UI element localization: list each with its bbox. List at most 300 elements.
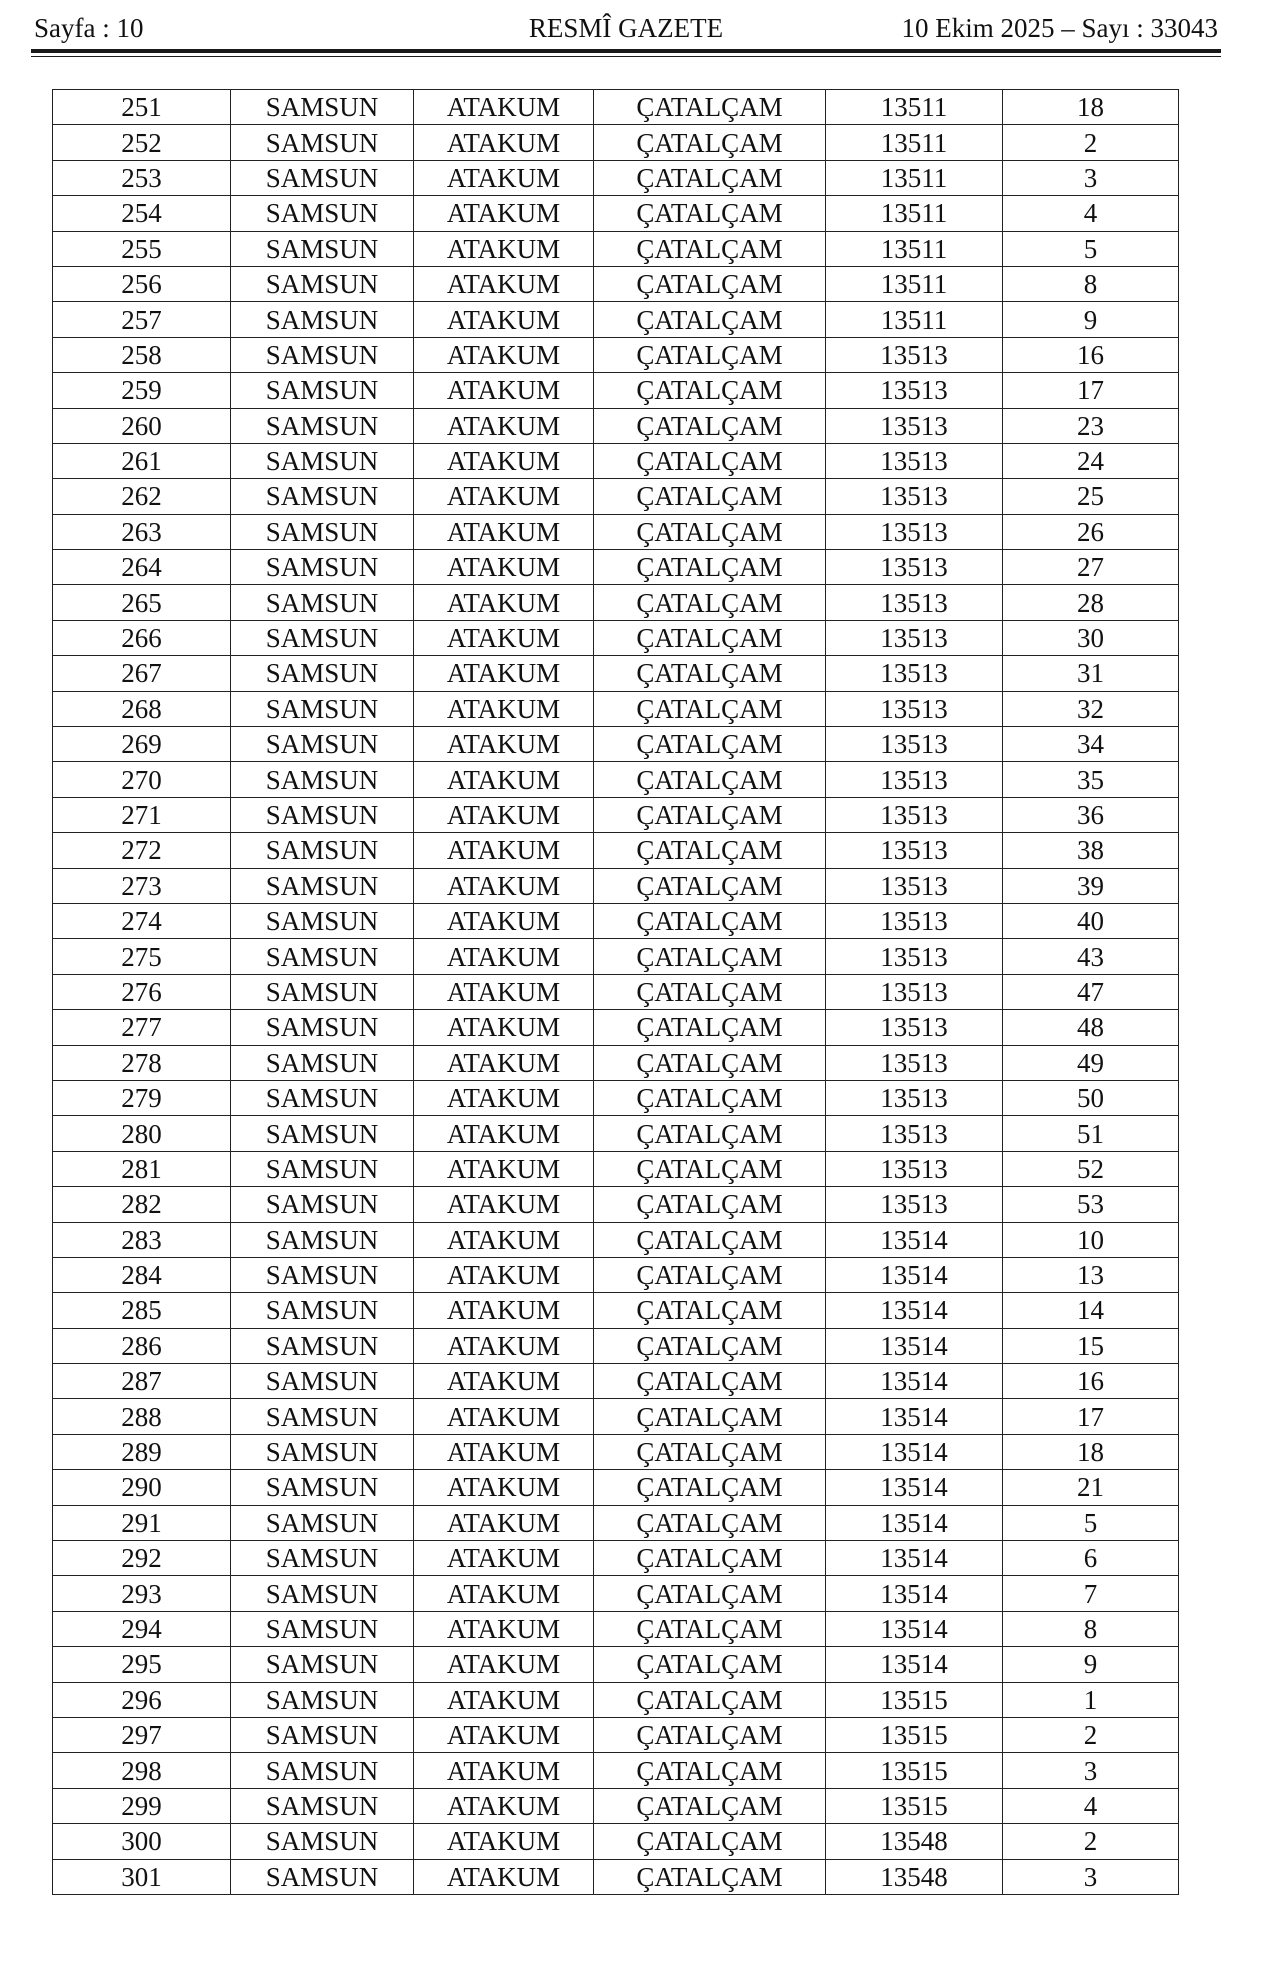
parcel-cell: 23 [1003, 408, 1179, 443]
district-cell: ATAKUM [414, 1080, 594, 1115]
block-cell: 13513 [826, 550, 1003, 585]
parcel-cell: 16 [1003, 337, 1179, 372]
parcel-cell: 8 [1003, 1611, 1179, 1646]
row-number-cell: 292 [53, 1541, 231, 1576]
district-cell: ATAKUM [414, 1682, 594, 1717]
row-number-cell: 301 [53, 1859, 231, 1894]
neighborhood-cell: ÇATALÇAM [594, 443, 826, 478]
province-cell: SAMSUN [231, 833, 414, 868]
district-cell: ATAKUM [414, 266, 594, 301]
neighborhood-cell: ÇATALÇAM [594, 1010, 826, 1045]
neighborhood-cell: ÇATALÇAM [594, 1257, 826, 1292]
neighborhood-cell: ÇATALÇAM [594, 585, 826, 620]
block-cell: 13515 [826, 1753, 1003, 1788]
district-cell: ATAKUM [414, 1788, 594, 1823]
province-cell: SAMSUN [231, 1788, 414, 1823]
row-number-cell: 276 [53, 974, 231, 1009]
province-cell: SAMSUN [231, 1434, 414, 1469]
page-header [34, 10, 1218, 46]
parcel-table-body [53, 90, 1179, 1895]
block-cell: 13513 [826, 833, 1003, 868]
parcel-cell: 3 [1003, 160, 1179, 195]
row-number-cell: 286 [53, 1328, 231, 1363]
parcel-cell: 18 [1003, 1434, 1179, 1469]
table-row [53, 1116, 1179, 1151]
header-rule-thin [31, 56, 1221, 57]
province-cell: SAMSUN [231, 1505, 414, 1540]
parcel-cell: 3 [1003, 1753, 1179, 1788]
parcel-cell: 2 [1003, 1824, 1179, 1859]
row-number-cell: 268 [53, 691, 231, 726]
block-cell: 13513 [826, 1045, 1003, 1080]
block-cell: 13513 [826, 620, 1003, 655]
table-row [53, 1576, 1179, 1611]
province-cell: SAMSUN [231, 762, 414, 797]
block-cell: 13515 [826, 1788, 1003, 1823]
parcel-cell: 1 [1003, 1682, 1179, 1717]
parcel-cell: 21 [1003, 1470, 1179, 1505]
district-cell: ATAKUM [414, 974, 594, 1009]
parcel-cell: 4 [1003, 196, 1179, 231]
parcel-cell: 49 [1003, 1045, 1179, 1080]
district-cell: ATAKUM [414, 1576, 594, 1611]
block-cell: 13513 [826, 373, 1003, 408]
row-number-cell: 272 [53, 833, 231, 868]
neighborhood-cell: ÇATALÇAM [594, 550, 826, 585]
province-cell: SAMSUN [231, 1080, 414, 1115]
table-row [53, 231, 1179, 266]
parcel-cell: 24 [1003, 443, 1179, 478]
province-cell: SAMSUN [231, 1364, 414, 1399]
row-number-cell: 287 [53, 1364, 231, 1399]
district-cell: ATAKUM [414, 1010, 594, 1045]
table-row [53, 1505, 1179, 1540]
row-number-cell: 275 [53, 939, 231, 974]
neighborhood-cell: ÇATALÇAM [594, 1470, 826, 1505]
row-number-cell: 288 [53, 1399, 231, 1434]
province-cell: SAMSUN [231, 1116, 414, 1151]
table-row [53, 1717, 1179, 1752]
table-row [53, 1788, 1179, 1823]
district-cell: ATAKUM [414, 479, 594, 514]
block-cell: 13514 [826, 1222, 1003, 1257]
row-number-cell: 254 [53, 196, 231, 231]
row-number-cell: 281 [53, 1151, 231, 1186]
neighborhood-cell: ÇATALÇAM [594, 1045, 826, 1080]
province-cell: SAMSUN [231, 337, 414, 372]
province-cell: SAMSUN [231, 585, 414, 620]
neighborhood-cell: ÇATALÇAM [594, 160, 826, 195]
neighborhood-cell: ÇATALÇAM [594, 125, 826, 160]
table-row [53, 974, 1179, 1009]
neighborhood-cell: ÇATALÇAM [594, 1293, 826, 1328]
row-number-cell: 284 [53, 1257, 231, 1292]
district-cell: ATAKUM [414, 1470, 594, 1505]
table-row [53, 1859, 1179, 1894]
parcel-cell: 51 [1003, 1116, 1179, 1151]
province-cell: SAMSUN [231, 160, 414, 195]
table-row [53, 1151, 1179, 1186]
district-cell: ATAKUM [414, 691, 594, 726]
row-number-cell: 262 [53, 479, 231, 514]
neighborhood-cell: ÇATALÇAM [594, 196, 826, 231]
table-row [53, 1364, 1179, 1399]
district-cell: ATAKUM [414, 585, 594, 620]
block-cell: 13515 [826, 1682, 1003, 1717]
gazette-title: RESMÎ GAZETE [528, 13, 724, 43]
block-cell: 13514 [826, 1364, 1003, 1399]
province-cell: SAMSUN [231, 1576, 414, 1611]
province-cell: SAMSUN [231, 1647, 414, 1682]
neighborhood-cell: ÇATALÇAM [594, 373, 826, 408]
district-cell: ATAKUM [414, 550, 594, 585]
row-number-cell: 270 [53, 762, 231, 797]
parcel-cell: 16 [1003, 1364, 1179, 1399]
province-cell: SAMSUN [231, 691, 414, 726]
table-row [53, 1824, 1179, 1859]
table-row [53, 1611, 1179, 1646]
parcel-cell: 26 [1003, 514, 1179, 549]
block-cell: 13514 [826, 1328, 1003, 1363]
table-row [53, 1541, 1179, 1576]
row-number-cell: 257 [53, 302, 231, 337]
province-cell: SAMSUN [231, 408, 414, 443]
neighborhood-cell: ÇATALÇAM [594, 1328, 826, 1363]
district-cell: ATAKUM [414, 903, 594, 938]
parcel-cell: 14 [1003, 1293, 1179, 1328]
row-number-cell: 256 [53, 266, 231, 301]
neighborhood-cell: ÇATALÇAM [594, 762, 826, 797]
parcel-cell: 35 [1003, 762, 1179, 797]
neighborhood-cell: ÇATALÇAM [594, 974, 826, 1009]
province-cell: SAMSUN [231, 727, 414, 762]
block-cell: 13511 [826, 90, 1003, 125]
block-cell: 13513 [826, 585, 1003, 620]
neighborhood-cell: ÇATALÇAM [594, 1434, 826, 1469]
block-cell: 13511 [826, 302, 1003, 337]
block-cell: 13513 [826, 903, 1003, 938]
block-cell: 13513 [826, 479, 1003, 514]
parcel-cell: 18 [1003, 90, 1179, 125]
district-cell: ATAKUM [414, 302, 594, 337]
row-number-cell: 277 [53, 1010, 231, 1045]
row-number-cell: 291 [53, 1505, 231, 1540]
neighborhood-cell: ÇATALÇAM [594, 903, 826, 938]
table-row [53, 514, 1179, 549]
province-cell: SAMSUN [231, 656, 414, 691]
row-number-cell: 285 [53, 1293, 231, 1328]
row-number-cell: 279 [53, 1080, 231, 1115]
province-cell: SAMSUN [231, 302, 414, 337]
district-cell: ATAKUM [414, 797, 594, 832]
block-cell: 13514 [826, 1470, 1003, 1505]
table-row [53, 1257, 1179, 1292]
neighborhood-cell: ÇATALÇAM [594, 1824, 826, 1859]
table-row [53, 691, 1179, 726]
row-number-cell: 264 [53, 550, 231, 585]
block-cell: 13513 [826, 1080, 1003, 1115]
district-cell: ATAKUM [414, 727, 594, 762]
block-cell: 13513 [826, 408, 1003, 443]
parcel-cell: 28 [1003, 585, 1179, 620]
neighborhood-cell: ÇATALÇAM [594, 514, 826, 549]
block-cell: 13511 [826, 160, 1003, 195]
province-cell: SAMSUN [231, 125, 414, 160]
district-cell: ATAKUM [414, 656, 594, 691]
parcel-cell: 30 [1003, 620, 1179, 655]
parcel-table [52, 89, 1179, 1895]
block-cell: 13548 [826, 1824, 1003, 1859]
row-number-cell: 295 [53, 1647, 231, 1682]
table-row [53, 1222, 1179, 1257]
district-cell: ATAKUM [414, 1717, 594, 1752]
district-cell: ATAKUM [414, 125, 594, 160]
table-row [53, 1010, 1179, 1045]
parcel-cell: 38 [1003, 833, 1179, 868]
district-cell: ATAKUM [414, 160, 594, 195]
table-row [53, 160, 1179, 195]
neighborhood-cell: ÇATALÇAM [594, 231, 826, 266]
row-number-cell: 280 [53, 1116, 231, 1151]
province-cell: SAMSUN [231, 1045, 414, 1080]
table-row [53, 1470, 1179, 1505]
province-cell: SAMSUN [231, 1187, 414, 1222]
table-row [53, 125, 1179, 160]
table-row [53, 266, 1179, 301]
row-number-cell: 251 [53, 90, 231, 125]
block-cell: 13514 [826, 1293, 1003, 1328]
province-cell: SAMSUN [231, 903, 414, 938]
district-cell: ATAKUM [414, 1222, 594, 1257]
neighborhood-cell: ÇATALÇAM [594, 868, 826, 903]
table-row [53, 797, 1179, 832]
province-cell: SAMSUN [231, 514, 414, 549]
table-row [53, 762, 1179, 797]
neighborhood-cell: ÇATALÇAM [594, 337, 826, 372]
table-row [53, 1753, 1179, 1788]
block-cell: 13513 [826, 1151, 1003, 1186]
row-number-cell: 278 [53, 1045, 231, 1080]
parcel-cell: 17 [1003, 373, 1179, 408]
row-number-cell: 274 [53, 903, 231, 938]
block-cell: 13514 [826, 1434, 1003, 1469]
parcel-cell: 2 [1003, 1717, 1179, 1752]
district-cell: ATAKUM [414, 514, 594, 549]
province-cell: SAMSUN [231, 373, 414, 408]
row-number-cell: 289 [53, 1434, 231, 1469]
row-number-cell: 266 [53, 620, 231, 655]
table-row [53, 1328, 1179, 1363]
district-cell: ATAKUM [414, 337, 594, 372]
block-cell: 13514 [826, 1257, 1003, 1292]
neighborhood-cell: ÇATALÇAM [594, 408, 826, 443]
province-cell: SAMSUN [231, 1293, 414, 1328]
block-cell: 13511 [826, 196, 1003, 231]
row-number-cell: 290 [53, 1470, 231, 1505]
province-cell: SAMSUN [231, 1328, 414, 1363]
table-row [53, 408, 1179, 443]
parcel-cell: 34 [1003, 727, 1179, 762]
row-number-cell: 267 [53, 656, 231, 691]
province-cell: SAMSUN [231, 266, 414, 301]
table-row [53, 1682, 1179, 1717]
table-row [53, 1080, 1179, 1115]
row-number-cell: 297 [53, 1717, 231, 1752]
district-cell: ATAKUM [414, 408, 594, 443]
block-cell: 13513 [826, 443, 1003, 478]
neighborhood-cell: ÇATALÇAM [594, 1859, 826, 1894]
parcel-cell: 43 [1003, 939, 1179, 974]
row-number-cell: 294 [53, 1611, 231, 1646]
table-row [53, 443, 1179, 478]
block-cell: 13513 [826, 691, 1003, 726]
district-cell: ATAKUM [414, 1399, 594, 1434]
neighborhood-cell: ÇATALÇAM [594, 939, 826, 974]
parcel-cell: 9 [1003, 302, 1179, 337]
parcel-cell: 3 [1003, 1859, 1179, 1894]
row-number-cell: 300 [53, 1824, 231, 1859]
province-cell: SAMSUN [231, 1399, 414, 1434]
table-row [53, 1293, 1179, 1328]
row-number-cell: 298 [53, 1753, 231, 1788]
block-cell: 13513 [826, 762, 1003, 797]
district-cell: ATAKUM [414, 90, 594, 125]
district-cell: ATAKUM [414, 1151, 594, 1186]
province-cell: SAMSUN [231, 974, 414, 1009]
district-cell: ATAKUM [414, 1541, 594, 1576]
neighborhood-cell: ÇATALÇAM [594, 691, 826, 726]
parcel-cell: 47 [1003, 974, 1179, 1009]
district-cell: ATAKUM [414, 1647, 594, 1682]
province-cell: SAMSUN [231, 939, 414, 974]
neighborhood-cell: ÇATALÇAM [594, 1116, 826, 1151]
parcel-cell: 17 [1003, 1399, 1179, 1434]
district-cell: ATAKUM [414, 1116, 594, 1151]
table-row [53, 620, 1179, 655]
block-cell: 13548 [826, 1859, 1003, 1894]
neighborhood-cell: ÇATALÇAM [594, 1682, 826, 1717]
parcel-cell: 7 [1003, 1576, 1179, 1611]
neighborhood-cell: ÇATALÇAM [594, 302, 826, 337]
table-row [53, 196, 1179, 231]
block-cell: 13513 [826, 656, 1003, 691]
neighborhood-cell: ÇATALÇAM [594, 656, 826, 691]
neighborhood-cell: ÇATALÇAM [594, 1788, 826, 1823]
province-cell: SAMSUN [231, 1753, 414, 1788]
neighborhood-cell: ÇATALÇAM [594, 90, 826, 125]
row-number-cell: 271 [53, 797, 231, 832]
parcel-cell: 40 [1003, 903, 1179, 938]
parcel-cell: 48 [1003, 1010, 1179, 1045]
row-number-cell: 273 [53, 868, 231, 903]
table-row [53, 868, 1179, 903]
parcel-cell: 9 [1003, 1647, 1179, 1682]
neighborhood-cell: ÇATALÇAM [594, 1611, 826, 1646]
neighborhood-cell: ÇATALÇAM [594, 1753, 826, 1788]
district-cell: ATAKUM [414, 443, 594, 478]
block-cell: 13514 [826, 1576, 1003, 1611]
page-number: Sayfa : 10 [34, 13, 144, 43]
table-row [53, 585, 1179, 620]
table-row [53, 479, 1179, 514]
district-cell: ATAKUM [414, 1187, 594, 1222]
province-cell: SAMSUN [231, 479, 414, 514]
neighborhood-cell: ÇATALÇAM [594, 266, 826, 301]
header-rule-thick [31, 49, 1221, 53]
neighborhood-cell: ÇATALÇAM [594, 727, 826, 762]
row-number-cell: 260 [53, 408, 231, 443]
table-row [53, 1434, 1179, 1469]
row-number-cell: 269 [53, 727, 231, 762]
neighborhood-cell: ÇATALÇAM [594, 1080, 826, 1115]
block-cell: 13514 [826, 1647, 1003, 1682]
block-cell: 13511 [826, 231, 1003, 266]
table-row [53, 337, 1179, 372]
province-cell: SAMSUN [231, 1824, 414, 1859]
province-cell: SAMSUN [231, 1717, 414, 1752]
block-cell: 13513 [826, 868, 1003, 903]
row-number-cell: 263 [53, 514, 231, 549]
province-cell: SAMSUN [231, 196, 414, 231]
row-number-cell: 259 [53, 373, 231, 408]
district-cell: ATAKUM [414, 1505, 594, 1540]
parcel-cell: 5 [1003, 1505, 1179, 1540]
district-cell: ATAKUM [414, 196, 594, 231]
neighborhood-cell: ÇATALÇAM [594, 479, 826, 514]
neighborhood-cell: ÇATALÇAM [594, 1717, 826, 1752]
district-cell: ATAKUM [414, 1293, 594, 1328]
table-row [53, 656, 1179, 691]
table-row [53, 1187, 1179, 1222]
row-number-cell: 261 [53, 443, 231, 478]
parcel-cell: 53 [1003, 1187, 1179, 1222]
block-cell: 13513 [826, 974, 1003, 1009]
province-cell: SAMSUN [231, 797, 414, 832]
row-number-cell: 253 [53, 160, 231, 195]
neighborhood-cell: ÇATALÇAM [594, 833, 826, 868]
issue-date: 10 Ekim 2025 – Sayı : 33043 [901, 13, 1218, 43]
district-cell: ATAKUM [414, 762, 594, 797]
block-cell: 13511 [826, 125, 1003, 160]
district-cell: ATAKUM [414, 939, 594, 974]
parcel-cell: 2 [1003, 125, 1179, 160]
province-cell: SAMSUN [231, 1611, 414, 1646]
block-cell: 13514 [826, 1399, 1003, 1434]
block-cell: 13513 [826, 1010, 1003, 1045]
block-cell: 13513 [826, 514, 1003, 549]
neighborhood-cell: ÇATALÇAM [594, 1364, 826, 1399]
table-row [53, 1647, 1179, 1682]
parcel-cell: 6 [1003, 1541, 1179, 1576]
parcel-cell: 10 [1003, 1222, 1179, 1257]
parcel-cell: 25 [1003, 479, 1179, 514]
district-cell: ATAKUM [414, 1859, 594, 1894]
parcel-cell: 13 [1003, 1257, 1179, 1292]
parcel-cell: 31 [1003, 656, 1179, 691]
province-cell: SAMSUN [231, 1151, 414, 1186]
table-row [53, 727, 1179, 762]
row-number-cell: 299 [53, 1788, 231, 1823]
province-cell: SAMSUN [231, 1541, 414, 1576]
district-cell: ATAKUM [414, 868, 594, 903]
row-number-cell: 293 [53, 1576, 231, 1611]
block-cell: 13513 [826, 337, 1003, 372]
district-cell: ATAKUM [414, 620, 594, 655]
province-cell: SAMSUN [231, 1682, 414, 1717]
neighborhood-cell: ÇATALÇAM [594, 1541, 826, 1576]
block-cell: 13513 [826, 727, 1003, 762]
block-cell: 13515 [826, 1717, 1003, 1752]
